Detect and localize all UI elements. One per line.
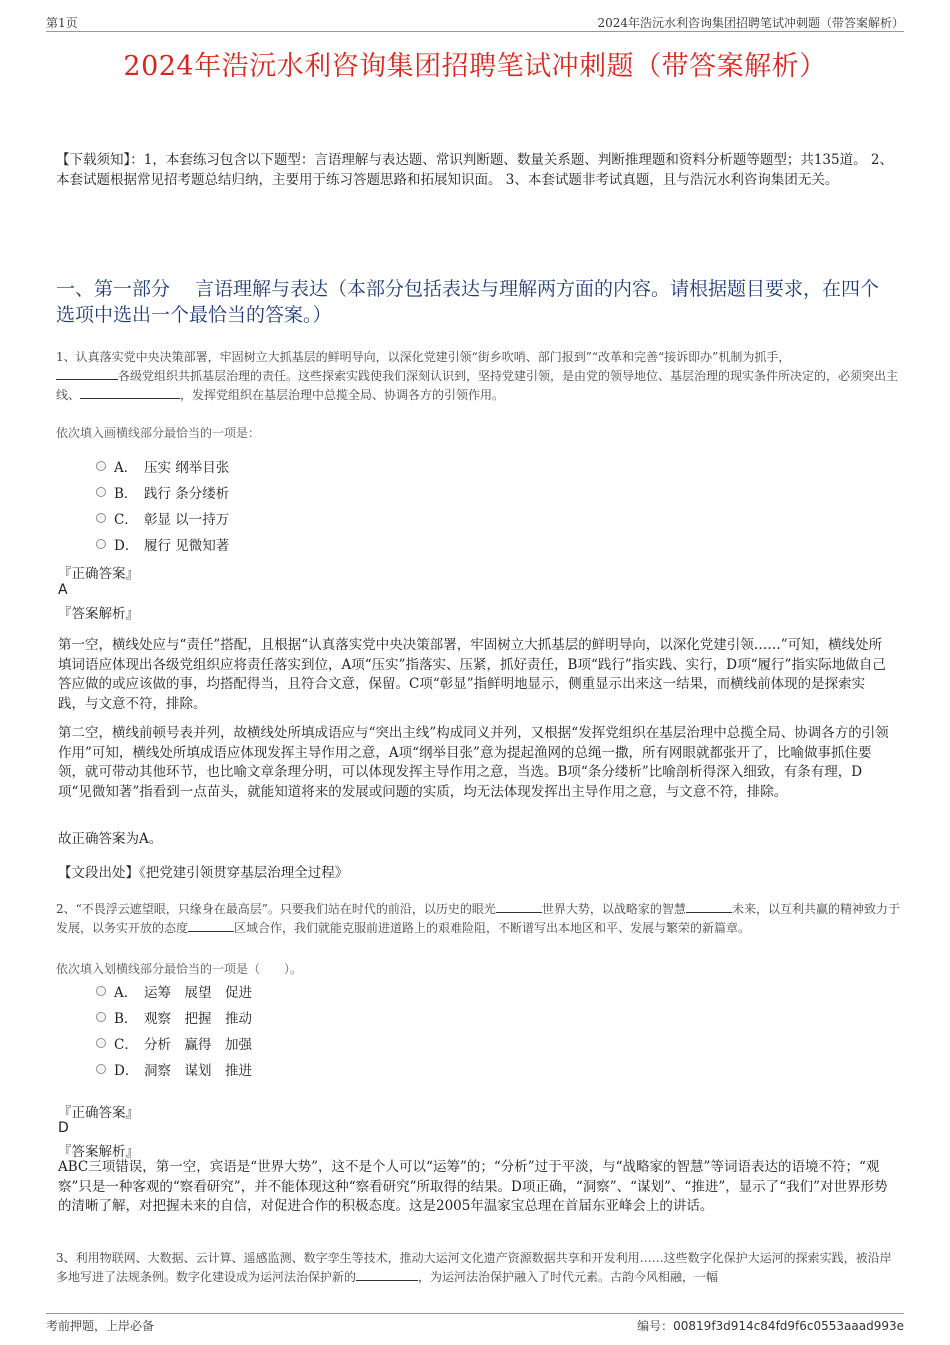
- q2-options: [96, 978, 252, 1082]
- q2-blank-3: [188, 920, 234, 932]
- radio-icon[interactable]: [96, 487, 106, 497]
- radio-icon[interactable]: [96, 986, 106, 996]
- q1-analysis-label: 『答案解析』: [58, 606, 139, 622]
- q2-analysis-label: 『答案解析』: [58, 1144, 139, 1160]
- question-1-text: [56, 348, 900, 405]
- radio-icon[interactable]: [96, 1038, 106, 1048]
- download-notice: 【下载须知】：1，本套练习包含以下题型：言语理解与表达题、常识判断题、数量关系题、判断推理题和资料分析题等题型；共135道。 2、本套试题根据常见招考题总结归纳，主要用于练习答题思路和拓展知识面。 3、本套试题非考试真题，且与浩沅水利咨询集团无关。: [56, 152, 893, 188]
- q1-source: 【文段出处】《把党建引领贯穿基层治理全过程》: [58, 865, 349, 881]
- q1-option-a[interactable]: A． 压实 纲举目张: [96, 453, 229, 479]
- q1-analysis-3: 故正确答案为A。: [58, 831, 163, 847]
- q1-option-b[interactable]: B． 践行 条分缕析: [96, 479, 229, 505]
- section-heading: 一、第一部分 言语理解与表达（本部分包括表达与理解两方面的内容。请根据题目要求，在四个选项中选出一个最恰当的答案。）: [56, 278, 880, 326]
- q2-instruction: 依次填入划横线部分最恰当的一项是（ ）。: [56, 962, 303, 976]
- q1-option-c[interactable]: C． 彰显 以一持万: [96, 505, 229, 531]
- q1-blank-1: [56, 368, 118, 380]
- q1-text-b: 各级党组织共抓基层治理的责任。这些探索实践使我们深刻认识到，坚持党建引领，是由党的领导地位、基层治理的现实条件所决定的，必须突出主线、: [56, 369, 899, 402]
- radio-icon[interactable]: [96, 461, 106, 471]
- q2-option-a[interactable]: A． 运筹 展望 促进: [96, 978, 252, 1004]
- footer-slogan: 考前押题，上岸必备: [46, 1319, 155, 1333]
- page-number: 第1页: [46, 16, 78, 30]
- footer-code: 编号：00819f3d914c84fd9f6c0553aaad993e: [637, 1319, 904, 1333]
- q2-answer: D: [58, 1120, 69, 1136]
- q2-option-b[interactable]: B． 观察 把握 推动: [96, 1004, 252, 1030]
- q1-text-c: ，发挥党组织在基层治理中总揽全局、协调各方的引领作用。: [180, 388, 505, 402]
- question-3-text: 3、利用物联网、大数据、云计算、遥感监测、数字孪生等技术，推动大运河文化遗产资源数据共享和开发利用……这些数字化保护大运河的探索实践，被沿岸多地写进了法规条例。数字化建设成为运河法治保护新的 ，为运河法治保护融入了时代元素。古韵今风相融，一幅: [56, 1251, 892, 1284]
- q1-options: [96, 453, 229, 557]
- q1-analysis-1: 第一空，横线处应与“责任”搭配，且根据“认真落实党中央决策部署，牢固树立大抓基层的鲜明导向，以深化党建引领……”可知，横线处所填词语应体现出各级党组织应将责任落实到位，A项“压实”指落实、压紧，抓好责任，B项“践行”指实践、实行，D项“履行”指实际地做自己答应做的或应该做的事，均搭配得当，且符合文意，保留。C项“彰显”指鲜明地显示，侧重显示出来这一结果，而横线前体现的是探索实践，与文意不符，排除。: [58, 637, 886, 712]
- q2-blank-1: [496, 901, 542, 913]
- radio-icon[interactable]: [96, 1012, 106, 1022]
- document-title: 2024年浩沅水利咨询集团招聘笔试冲刺题（带答案解析）: [123, 51, 827, 82]
- header-doc-title: 2024年浩沅水利咨询集团招聘笔试冲刺题（带答案解析）: [597, 16, 904, 30]
- radio-icon[interactable]: [96, 539, 106, 549]
- question-2-text: 2、“不畏浮云遮望眼，只缘身在最高层”。只要我们站在时代的前沿，以历史的眼光 世界大势，以战略家的智慧 未来，以互利共赢的精神致力于发展，以务实开放的态度 区域合作，我们就能克服前进道路上的艰难险阻，不断谱写出本地区和平、发展与繁荣的新篇章。: [56, 902, 900, 935]
- q2-blank-2: [686, 901, 732, 913]
- q1-correct-label: 『正确答案』: [58, 566, 139, 582]
- q1-instruction: 依次填入画横线部分最恰当的一项是：: [56, 426, 261, 440]
- radio-icon[interactable]: [96, 1064, 106, 1074]
- q1-text-a: 1、认真落实党中央决策部署，牢固树立大抓基层的鲜明导向，以深化党建引领“街乡吹哨、部门报到”“改革和完善“接诉即办”机制为抓手，: [56, 350, 791, 364]
- radio-icon[interactable]: [96, 513, 106, 523]
- q2-analysis: ABC三项错误，第一空，宾语是“世界大势”，这不是个人可以“运筹”的；“分析”过于平淡，与“战略家的智慧”等词语表达的语境不符；“观察”只是一种客观的“察看研究”，并不能体现这种“察看研究”所取得的结果。D项正确，“洞察”、“谋划”、“推进”，显示了“我们”对世界形势的清晰了解，对把握未来的自信，对促进合作的积极态度。这是2005年温家宝总理在首届东亚峰会上的讲话。: [58, 1159, 888, 1214]
- q1-analysis-2: 第二空，横线前顿号表并列，故横线处所填成语应与“突出主线”构成同义并列，又根据“发挥党组织在基层治理中总揽全局、协调各方的引领作用”可知，横线处所填成语应体现发挥主导作用之意，A项“纲举目张”意为提起渔网的总绳一撒，所有网眼就都张开了，比喻做事抓住要领，就可带动其他环节，也比喻文章条理分明，可以体现发挥主导作用之意，当选。B项“条分缕析”比喻剖析得深入细致，有条有理，D项“见微知著”指看到一点苗头，就能知道将来的发展或问题的实质，均无法体现发挥出主导作用之意，与文意不符，排除。: [58, 725, 889, 800]
- q1-blank-2: [80, 387, 180, 399]
- q1-answer: A: [58, 582, 68, 598]
- q2-correct-label: 『正确答案』: [58, 1105, 139, 1121]
- page-header: [46, 12, 904, 32]
- q2-option-c[interactable]: C． 分析 赢得 加强: [96, 1030, 252, 1056]
- page-footer: [46, 1313, 904, 1335]
- q3-blank-1: [356, 1269, 418, 1281]
- q1-option-d[interactable]: D． 履行 见微知著: [96, 531, 229, 557]
- q2-option-d[interactable]: D． 洞察 谋划 推进: [96, 1056, 252, 1082]
